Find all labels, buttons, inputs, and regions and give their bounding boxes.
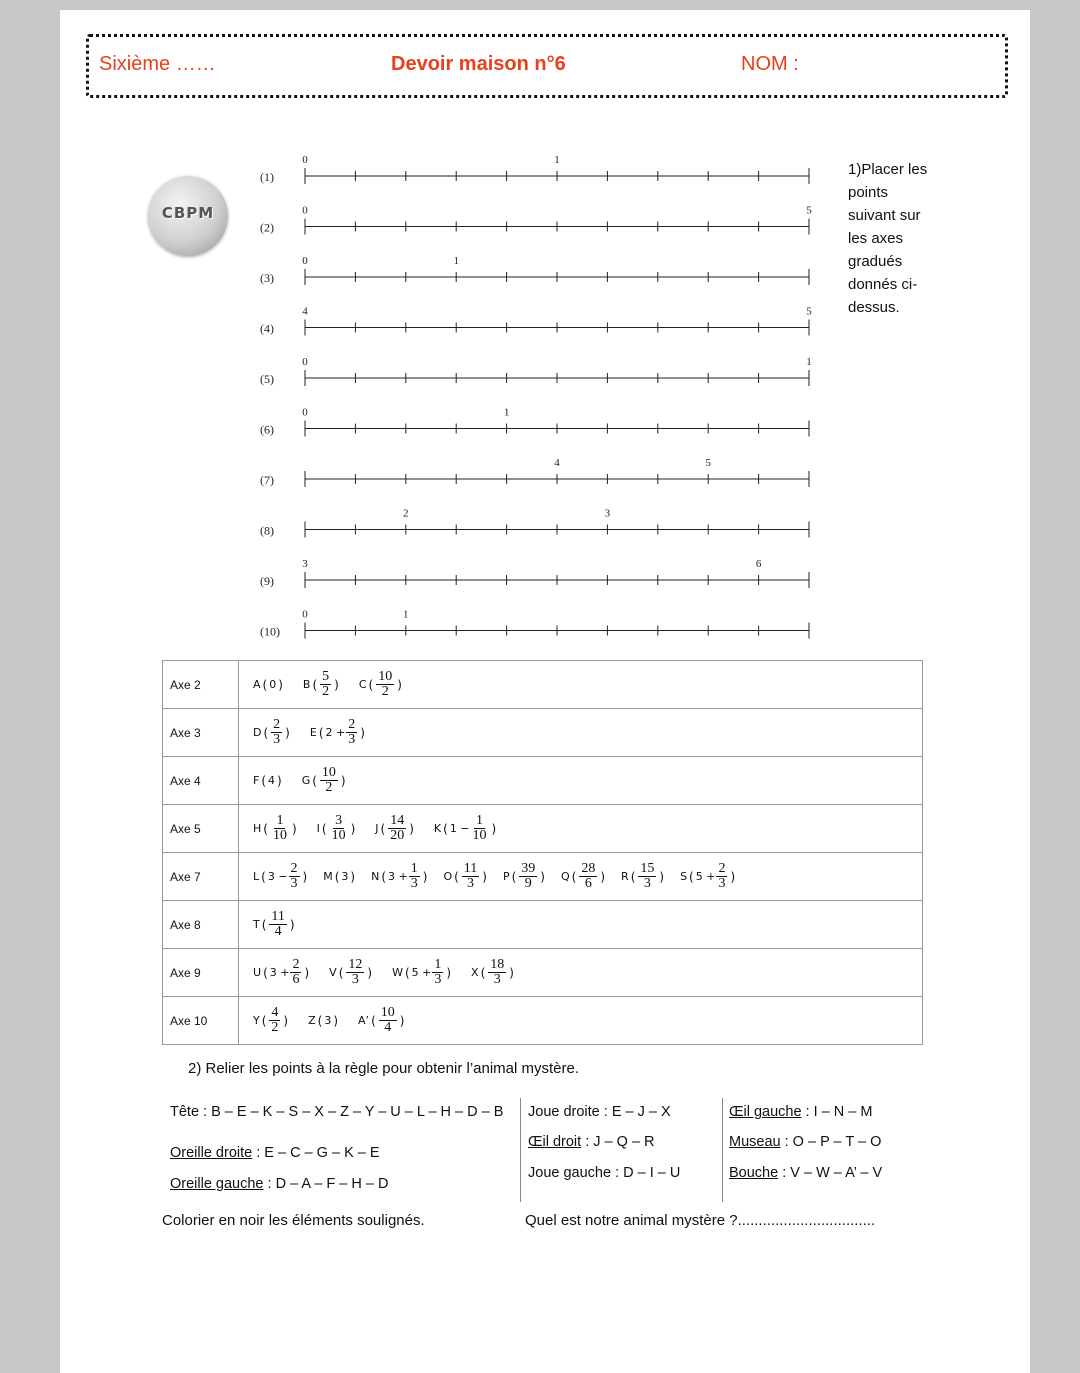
paren-close: ) [397,677,402,692]
axis-cell: Axe 10 [163,997,239,1045]
point-item [503,862,547,891]
numerator: 1 [476,813,484,828]
fraction [379,1006,397,1035]
point-item [303,670,341,699]
point-name: W [392,966,403,979]
point-name: I [316,822,320,835]
point-item [323,870,357,884]
point-item [371,862,429,891]
paren-open: ( [312,677,318,692]
relier-oeil-gauche [729,1104,872,1120]
fraction [471,814,489,843]
table-row [163,997,923,1045]
paren-close: ) [277,773,282,788]
numerator: 10 [378,669,393,684]
point-name: U [253,966,262,979]
axis-cell: Axe 2 [163,661,239,709]
fraction [376,670,394,699]
tick-label: 5 [806,305,812,318]
paren-close: ) [600,869,606,884]
point-item [359,670,404,699]
numerator: 2 [718,861,726,876]
denominator: 3 [467,876,475,891]
denominator: 2 [381,684,389,699]
paren-close: ) [291,821,297,836]
paren-open: ( [380,821,386,836]
point-name: A [253,678,261,691]
table-row [163,709,923,757]
tete-label: Tête [170,1104,200,1120]
table-row [163,661,923,709]
paren-close: ) [283,1013,289,1028]
point-value: 3 + [388,870,408,883]
paren-close: ) [491,821,497,836]
points-cell [239,757,923,805]
bouche-path: : V – W – A’ – V [778,1165,883,1181]
fraction [271,718,282,747]
paren-close: ) [422,869,428,884]
denominator: 6 [292,972,300,987]
numerator: 15 [640,861,655,876]
point-name: T [253,918,260,931]
point-name: O [443,870,453,883]
paren-open: ( [689,869,694,884]
paren-close: ) [350,821,356,836]
tick-label: 0 [302,356,308,368]
fraction [432,958,443,987]
axis-label: (3) [260,271,274,285]
point-item [302,766,348,795]
point-item [621,862,666,891]
axis-label: (1) [260,170,274,184]
joue-droite-label: Joue droite [528,1104,600,1120]
paren-close: ) [540,869,545,884]
denominator: 6 [584,876,592,891]
point-item [253,910,297,939]
relier-joue-droite [528,1104,671,1120]
point-item [253,774,284,788]
logo-text: CBPM [161,204,215,222]
paren-open: ( [321,821,327,836]
paren-open: ( [334,869,340,884]
point-name: L [253,870,260,883]
fraction [579,862,597,891]
paren-open: ( [318,725,324,740]
paren-open: ( [630,869,636,884]
museau-label: Museau [729,1134,781,1150]
point-item [253,1006,290,1035]
tick-label: 0 [302,406,308,419]
axis-label: (10) [260,624,280,639]
table-row [163,757,923,805]
point-value: 5 + [695,870,716,883]
tick-label: 0 [302,608,308,621]
oreille-droite-label: Oreille droite [170,1145,253,1161]
paren-close: ) [409,821,414,836]
numerator: 10 [321,765,336,780]
points-cell [239,805,923,853]
point-name: A’ [358,1014,370,1027]
point-item [561,862,607,891]
paren-close: ) [289,917,295,932]
graduated-axes [260,140,840,640]
paren-open: ( [480,965,486,980]
point-item [253,958,311,987]
table-row [163,853,923,901]
bouche-label: Bouche [729,1165,779,1181]
points-cell [239,853,923,901]
oeil-gauche-label: Œil gauche [729,1104,802,1120]
numerator: 12 [348,957,363,972]
name-label: NOM : [741,53,799,75]
paren-close: ) [367,965,373,980]
fraction [269,1006,280,1035]
museau-path: : O – P – T – O [780,1134,882,1150]
point-item [308,1014,340,1028]
tick-label: 0 [302,204,308,217]
paren-close: ) [285,725,290,740]
tick-label: 2 [403,507,409,520]
points-cell [239,661,923,709]
point-value: 1 − [449,822,470,835]
point-value: 2 + [325,726,346,739]
numerator: 1 [434,957,442,972]
point-name: S [680,870,688,883]
fraction [289,862,300,891]
relier-bouche [729,1165,882,1181]
point-name: P [502,870,510,883]
denominator: 3 [643,876,651,891]
denominator: 3 [493,972,501,987]
tick-label: 0 [302,154,308,166]
numerator: 11 [463,861,478,876]
paren-close: ) [334,677,339,692]
point-name: J [375,822,379,835]
tete-path: : B – E – K – S – X – Z – Y – U – L – H – D – B [199,1104,504,1120]
paren-open: ( [511,869,517,884]
fraction [269,910,286,939]
instruction-1: 1)Placer les points suivant sur les axes gradués donnés ci-dessus. [848,161,928,316]
numerator: 2 [292,957,300,972]
point-name: Z [308,1014,316,1027]
point-name: Y [253,1014,260,1027]
point-name: F [253,774,260,787]
point-value: 3 + [269,966,290,979]
joue-droite-path: : E – J – X [599,1104,671,1120]
axis-label: (7) [260,473,274,487]
points-cell [239,901,923,949]
denominator: 4 [384,1020,392,1035]
paren-close: ) [482,869,487,884]
paren-close: ) [659,869,665,884]
numerator: 2 [348,717,356,732]
mystery-question: Quel est notre animal mystère ?................................. [525,1212,876,1229]
point-item [253,862,309,891]
paren-open: ( [261,917,267,932]
denominator: 9 [524,876,532,891]
denominator: 10 [472,828,487,843]
point-name: M [323,870,333,883]
worksheet-page [60,10,1030,1373]
paren-close: ) [446,965,452,980]
header-box [86,34,1008,98]
paren-open: ( [381,869,387,884]
point-value: 3 − [267,870,288,883]
numerator: 18 [490,957,505,972]
oreille-droite-path: : E – C – G – K – E [252,1145,380,1161]
paren-close: ) [399,1013,405,1028]
axis-label: (8) [260,523,274,538]
point-name: X [471,966,479,979]
paren-open: ( [338,965,344,980]
axis-label: (2) [260,220,274,235]
denominator: 2 [322,684,330,699]
axis-cell: Axe 9 [163,949,239,997]
oreille-gauche-path: : D – A – F – H – D [263,1176,389,1192]
relier-oreille-droite [170,1145,380,1161]
tick-label: 1 [503,406,510,419]
paren-close: ) [340,773,346,788]
point-name: N [371,870,380,883]
colorier-instruction: Colorier en noir les éléments soulignés. [162,1212,425,1229]
table-row [163,805,923,853]
axis-label: (4) [260,321,274,336]
numerator: 14 [390,813,405,828]
relier-museau [729,1134,881,1150]
axis-label: (9) [260,574,274,588]
tick-label: 1 [453,255,459,267]
paren-close: ) [302,869,308,884]
school-logo [148,176,228,256]
paren-close: ) [278,677,283,692]
numerator: 10 [380,1005,395,1020]
denominator: 10 [272,828,287,843]
fraction [330,814,348,843]
relier-oeil-droit [528,1134,655,1150]
fraction [462,862,479,891]
point-item [375,814,416,843]
tick-label: 1 [403,608,409,621]
paren-open: ( [263,725,269,740]
tick-label: 0 [302,255,308,267]
column-divider [520,1098,521,1202]
numerator: 39 [521,861,536,876]
axis-cell: Axe 4 [163,757,239,805]
point-item [434,814,498,843]
point-item [443,862,489,891]
paren-close: ) [509,965,514,980]
paren-open: ( [263,965,268,980]
instruction-2: 2) Relier les points à la règle pour obtenir l’animal mystère. [188,1060,580,1077]
axis-label: (6) [260,422,274,437]
point-item [310,718,367,747]
denominator: 3 [434,972,442,987]
tick-label: 4 [554,457,560,469]
fraction [346,958,364,987]
paren-open: ( [443,821,448,836]
fraction [290,958,301,987]
column-divider-2 [722,1098,723,1202]
table-row [163,949,923,997]
denominator: 3 [410,876,418,891]
oeil-droit-path: : J – Q – R [581,1134,655,1150]
point-value: 3 [341,870,349,883]
fraction [388,814,406,843]
paren-close: ) [333,1013,339,1028]
denominator: 3 [718,876,726,891]
point-value: 3 [324,1014,332,1027]
point-value: 5 + [411,966,432,979]
tick-label: 4 [302,305,308,318]
points-cell [239,709,923,757]
numerator: 2 [273,717,281,732]
point-item [253,814,299,843]
denominator: 20 [390,828,405,843]
fraction [716,862,727,891]
paren-open: ( [371,1013,376,1028]
oeil-droit-label: Œil droit [528,1134,582,1150]
points-cell [239,997,923,1045]
point-name: D [253,726,262,739]
fraction [320,670,331,699]
tick-label: 1 [806,356,812,368]
paren-open: ( [261,1013,267,1028]
fraction [488,958,506,987]
denominator: 2 [325,780,333,795]
numerator: 1 [276,813,284,828]
points-cell [239,949,923,997]
fraction [519,862,537,891]
fraction [638,862,656,891]
paren-close: ) [350,869,356,884]
denominator: 3 [273,732,281,747]
oreille-gauche-label: Oreille gauche [170,1176,264,1192]
paren-close: ) [304,965,310,980]
axis-label: (5) [260,372,274,386]
paren-open: ( [368,677,374,692]
point-item [358,1006,406,1035]
denominator: 4 [274,924,282,939]
relier-tete [170,1104,503,1120]
numerator: 2 [290,861,298,876]
page-title: Devoir maison n°6 [391,53,566,75]
fraction [320,766,338,795]
point-item [392,958,453,987]
numerator: 3 [335,813,343,828]
fraction [271,814,289,843]
point-name: E [309,726,317,739]
paren-open: ( [312,773,317,788]
axis-cell: Axe 5 [163,805,239,853]
point-name: K [433,822,442,835]
paren-open: ( [317,1013,323,1028]
point-name: V [329,966,337,979]
relier-joue-gauche [528,1165,680,1181]
tick-label: 1 [554,154,560,166]
point-item [329,958,374,987]
point-item [317,814,358,843]
numerator: 5 [322,669,330,684]
tick-label: 3 [302,558,308,570]
point-name: Q [560,870,570,883]
paren-open: ( [404,965,410,980]
numerator: 11 [271,909,285,924]
point-name: G [301,774,311,787]
axis-cell: Axe 8 [163,901,239,949]
paren-open: ( [454,869,459,884]
axis-cell: Axe 7 [163,853,239,901]
tick-label: 5 [705,457,711,469]
paren-open: ( [571,869,577,884]
table-row [163,901,923,949]
point-item [253,718,292,747]
point-name: H [253,822,262,835]
points-table [162,660,923,1045]
numerator: 1 [410,861,418,876]
denominator: 10 [331,828,346,843]
paren-close: ) [730,869,736,884]
paren-close: ) [360,725,365,740]
paren-open: ( [261,869,266,884]
numerator: 4 [271,1005,279,1020]
numerator: 28 [581,861,596,876]
fraction [346,718,357,747]
joue-gauche-label: Joue gauche [528,1165,612,1181]
tick-label: 3 [604,507,611,520]
point-value: 0 [269,678,277,691]
denominator: 3 [290,876,298,891]
point-name: C [358,678,367,691]
point-value: 4 [268,774,276,787]
axis-cell: Axe 3 [163,709,239,757]
relier-oreille-gauche [170,1176,388,1192]
point-name: B [302,678,311,691]
denominator: 2 [271,1020,279,1035]
oeil-gauche-path: : I – N – M [801,1104,873,1120]
point-item [253,678,285,692]
denominator: 3 [348,732,356,747]
tick-label: 6 [755,558,762,570]
denominator: 3 [351,972,359,987]
point-name: R [621,870,629,883]
paren-open: ( [263,821,268,836]
joue-gauche-path: : D – I – U [611,1165,681,1181]
point-item [471,958,516,987]
paren-open: ( [261,773,267,788]
fraction [409,862,420,891]
class-label: Sixième …… [99,53,216,75]
point-item [680,862,737,891]
paren-open: ( [262,677,268,692]
tick-label: 5 [806,204,812,217]
